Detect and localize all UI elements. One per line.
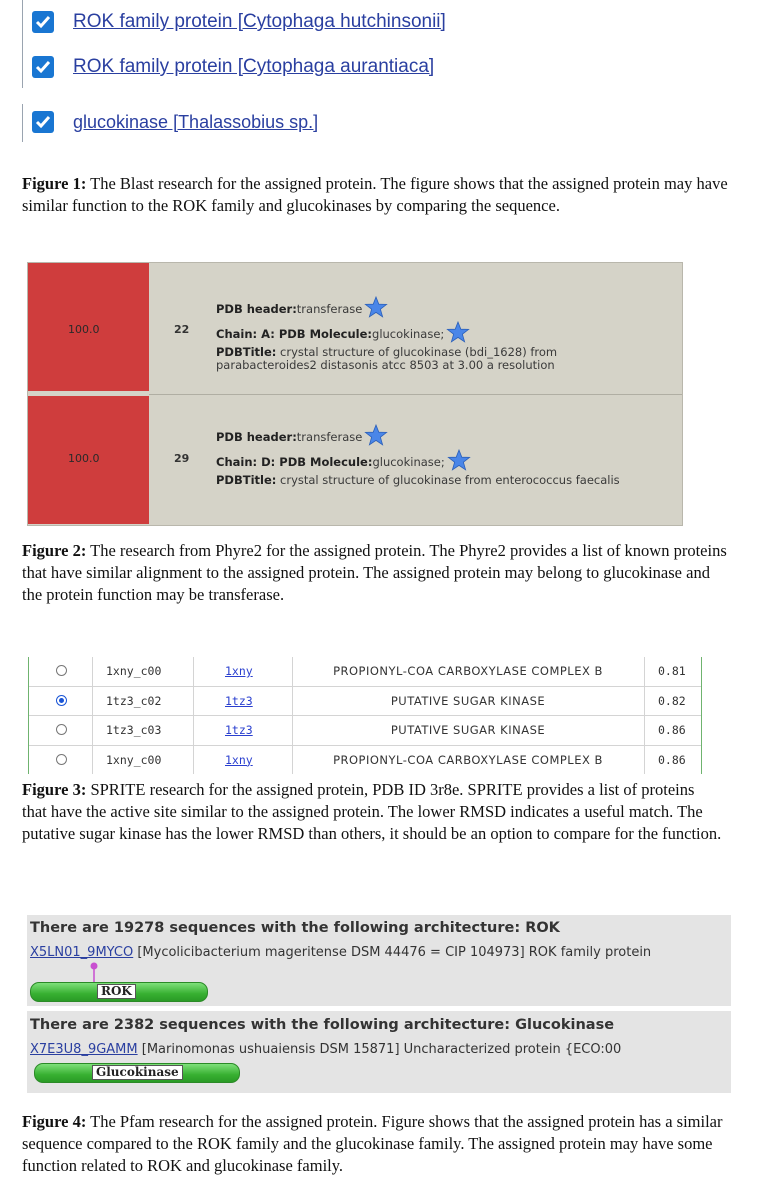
confidence-value: 100.0 — [68, 323, 100, 336]
confidence-cell — [28, 263, 149, 391]
sequence-line — [30, 1042, 730, 1057]
pfam-architecture-block — [27, 915, 731, 1006]
protein-name: PROPIONYL-COA CARBOXYLASE COMPLEX B — [333, 664, 603, 678]
caption-text: SPRITE research for the assigned protein, PDB ID 3r8e. SPRITE provides a list of proteins that have the active site similar to the assigned protein. The lower RMSD indicates a useful match. The putative sugar kinase has the lower RMSD than others, it should be an option to compare for the function. — [22, 780, 722, 843]
architecture-title: There are 2382 sequences with the following architecture: Glucokinase — [30, 1017, 615, 1033]
chain-value: glucokinase; — [372, 455, 445, 469]
figure-2-caption — [22, 540, 734, 606]
template-description — [216, 296, 646, 372]
pdb-header-label: PDB header: — [216, 302, 297, 316]
blast-hit-link[interactable]: ROK family protein [Cytophaga aurantiaca] — [73, 56, 435, 77]
domain-label: ROK — [97, 984, 136, 999]
lollipop-marker-icon — [89, 962, 99, 984]
blast-hit-row[interactable] — [32, 56, 434, 78]
site-id: 1xny_c00 — [106, 664, 162, 678]
star-icon[interactable] — [364, 296, 388, 321]
template-description — [216, 424, 646, 487]
table-row[interactable] — [29, 746, 701, 775]
radio-button[interactable] — [56, 724, 67, 735]
star-icon[interactable] — [364, 424, 388, 449]
checkbox-checked-icon[interactable] — [32, 111, 54, 133]
phyre2-results-table — [27, 262, 683, 526]
table-row[interactable] — [29, 716, 701, 746]
rmsd-value: 0.82 — [658, 693, 686, 708]
pdb-link[interactable]: 1tz3 — [225, 693, 253, 708]
rmsd-value: 0.86 — [658, 752, 686, 767]
architecture-title: There are 19278 sequences with the following architecture: ROK — [30, 920, 560, 936]
pdb-link[interactable]: 1tz3 — [225, 723, 253, 737]
chain-value: glucokinase; — [372, 327, 445, 341]
site-id: 1tz3_c03 — [106, 723, 162, 737]
pdb-header-value: transferase — [296, 430, 363, 444]
caption-text: The research from Phyre2 for the assigned protein. The Phyre2 provides a list of known proteins that have similar alignment to the assigned protein. The assigned protein may belong to glucokinase and the protein function may be transferase. — [22, 541, 727, 604]
blast-left-border — [22, 0, 23, 88]
radio-button[interactable] — [56, 665, 67, 676]
pdb-title-label: PDBTitle: — [216, 345, 277, 359]
coverage-value: 22 — [174, 323, 190, 336]
phyre2-row[interactable] — [28, 263, 682, 391]
figure-label: Figure 2: — [22, 541, 87, 560]
figure-1-caption — [22, 173, 734, 217]
table-row[interactable] — [29, 687, 701, 717]
accession-link[interactable]: X7E3U8_9GAMM — [30, 1042, 138, 1057]
site-id: 1tz3_c02 — [106, 693, 162, 708]
pdb-title-label: PDBTitle: — [216, 473, 277, 487]
pdb-link[interactable]: 1xny — [225, 752, 253, 767]
checkbox-checked-icon[interactable] — [32, 11, 54, 33]
figure-3-caption — [22, 779, 722, 845]
protein-name: PUTATIVE SUGAR KINASE — [390, 693, 546, 708]
figure-label: Figure 1: — [22, 174, 87, 193]
accession-link[interactable]: X5LN01_9MYCO — [30, 945, 134, 960]
radio-button-selected[interactable] — [56, 695, 67, 706]
checkbox-checked-icon[interactable] — [32, 56, 54, 78]
blast-hit-link[interactable]: glucokinase [Thalassobius sp.] — [73, 111, 319, 132]
table-row[interactable] — [29, 657, 701, 687]
protein-name: PUTATIVE SUGAR KINASE — [390, 723, 546, 737]
star-icon[interactable] — [446, 321, 470, 346]
caption-text: The Blast research for the assigned protein. The figure shows that the assigned protein may have similar function to the ROK family and glucokinases by comparing the sequence. — [22, 174, 728, 215]
site-id: 1xny_c00 — [106, 752, 162, 767]
domain-label: Glucokinase — [92, 1065, 183, 1080]
blast-hit-link[interactable]: ROK family protein [Cytophaga hutchinsonii] — [73, 11, 446, 32]
blast-hit-row[interactable] — [32, 11, 446, 33]
chain-label: Chain: A: PDB Molecule: — [216, 327, 373, 341]
phyre2-row[interactable] — [28, 396, 682, 524]
radio-button[interactable] — [56, 754, 67, 765]
star-icon[interactable] — [447, 449, 471, 474]
confidence-cell — [28, 396, 149, 524]
blast-left-border — [22, 104, 23, 142]
blast-hit-row[interactable] — [32, 111, 318, 133]
pdb-header-value: transferase — [296, 302, 363, 316]
rmsd-value: 0.86 — [658, 723, 686, 737]
coverage-value: 29 — [174, 452, 190, 465]
caption-text: The Pfam research for the assigned protein. Figure shows that the assigned protein has a similar sequence compared to the ROK family and the glucokinase family. The assigned protein may have some function related to ROK and glucokinase family. — [22, 1112, 723, 1175]
rmsd-value: 0.81 — [658, 664, 686, 678]
pfam-architecture-block — [27, 1011, 731, 1093]
sequence-description: [Marinomonas ushuaiensis DSM 15871] Uncharacterized protein {ECO:00 — [137, 1042, 622, 1057]
row-divider — [149, 394, 682, 395]
protein-name: PROPIONYL-COA CARBOXYLASE COMPLEX B — [333, 752, 603, 767]
sequence-line — [30, 945, 651, 960]
chain-label: Chain: D: PDB Molecule: — [216, 455, 373, 469]
pdb-title-value: crystal structure of glucokinase (bdi_1628) from parabacteroides2 distasonis atcc 8503 at 3.00 a resolution — [216, 345, 558, 372]
sprite-results-table — [28, 657, 702, 774]
pdb-link[interactable]: 1xny — [225, 664, 253, 678]
pdb-header-label: PDB header: — [216, 430, 297, 444]
sequence-description: [Mycolicibacterium mageritense DSM 44476 = CIP 104973] ROK family protein — [133, 945, 652, 960]
pdb-title-value: crystal structure of glucokinase from enterococcus faecalis — [276, 473, 620, 487]
confidence-value: 100.0 — [68, 452, 100, 465]
figure-label: Figure 4: — [22, 1112, 87, 1131]
figure-label: Figure 3: — [22, 780, 87, 799]
figure-4-caption — [22, 1111, 734, 1177]
